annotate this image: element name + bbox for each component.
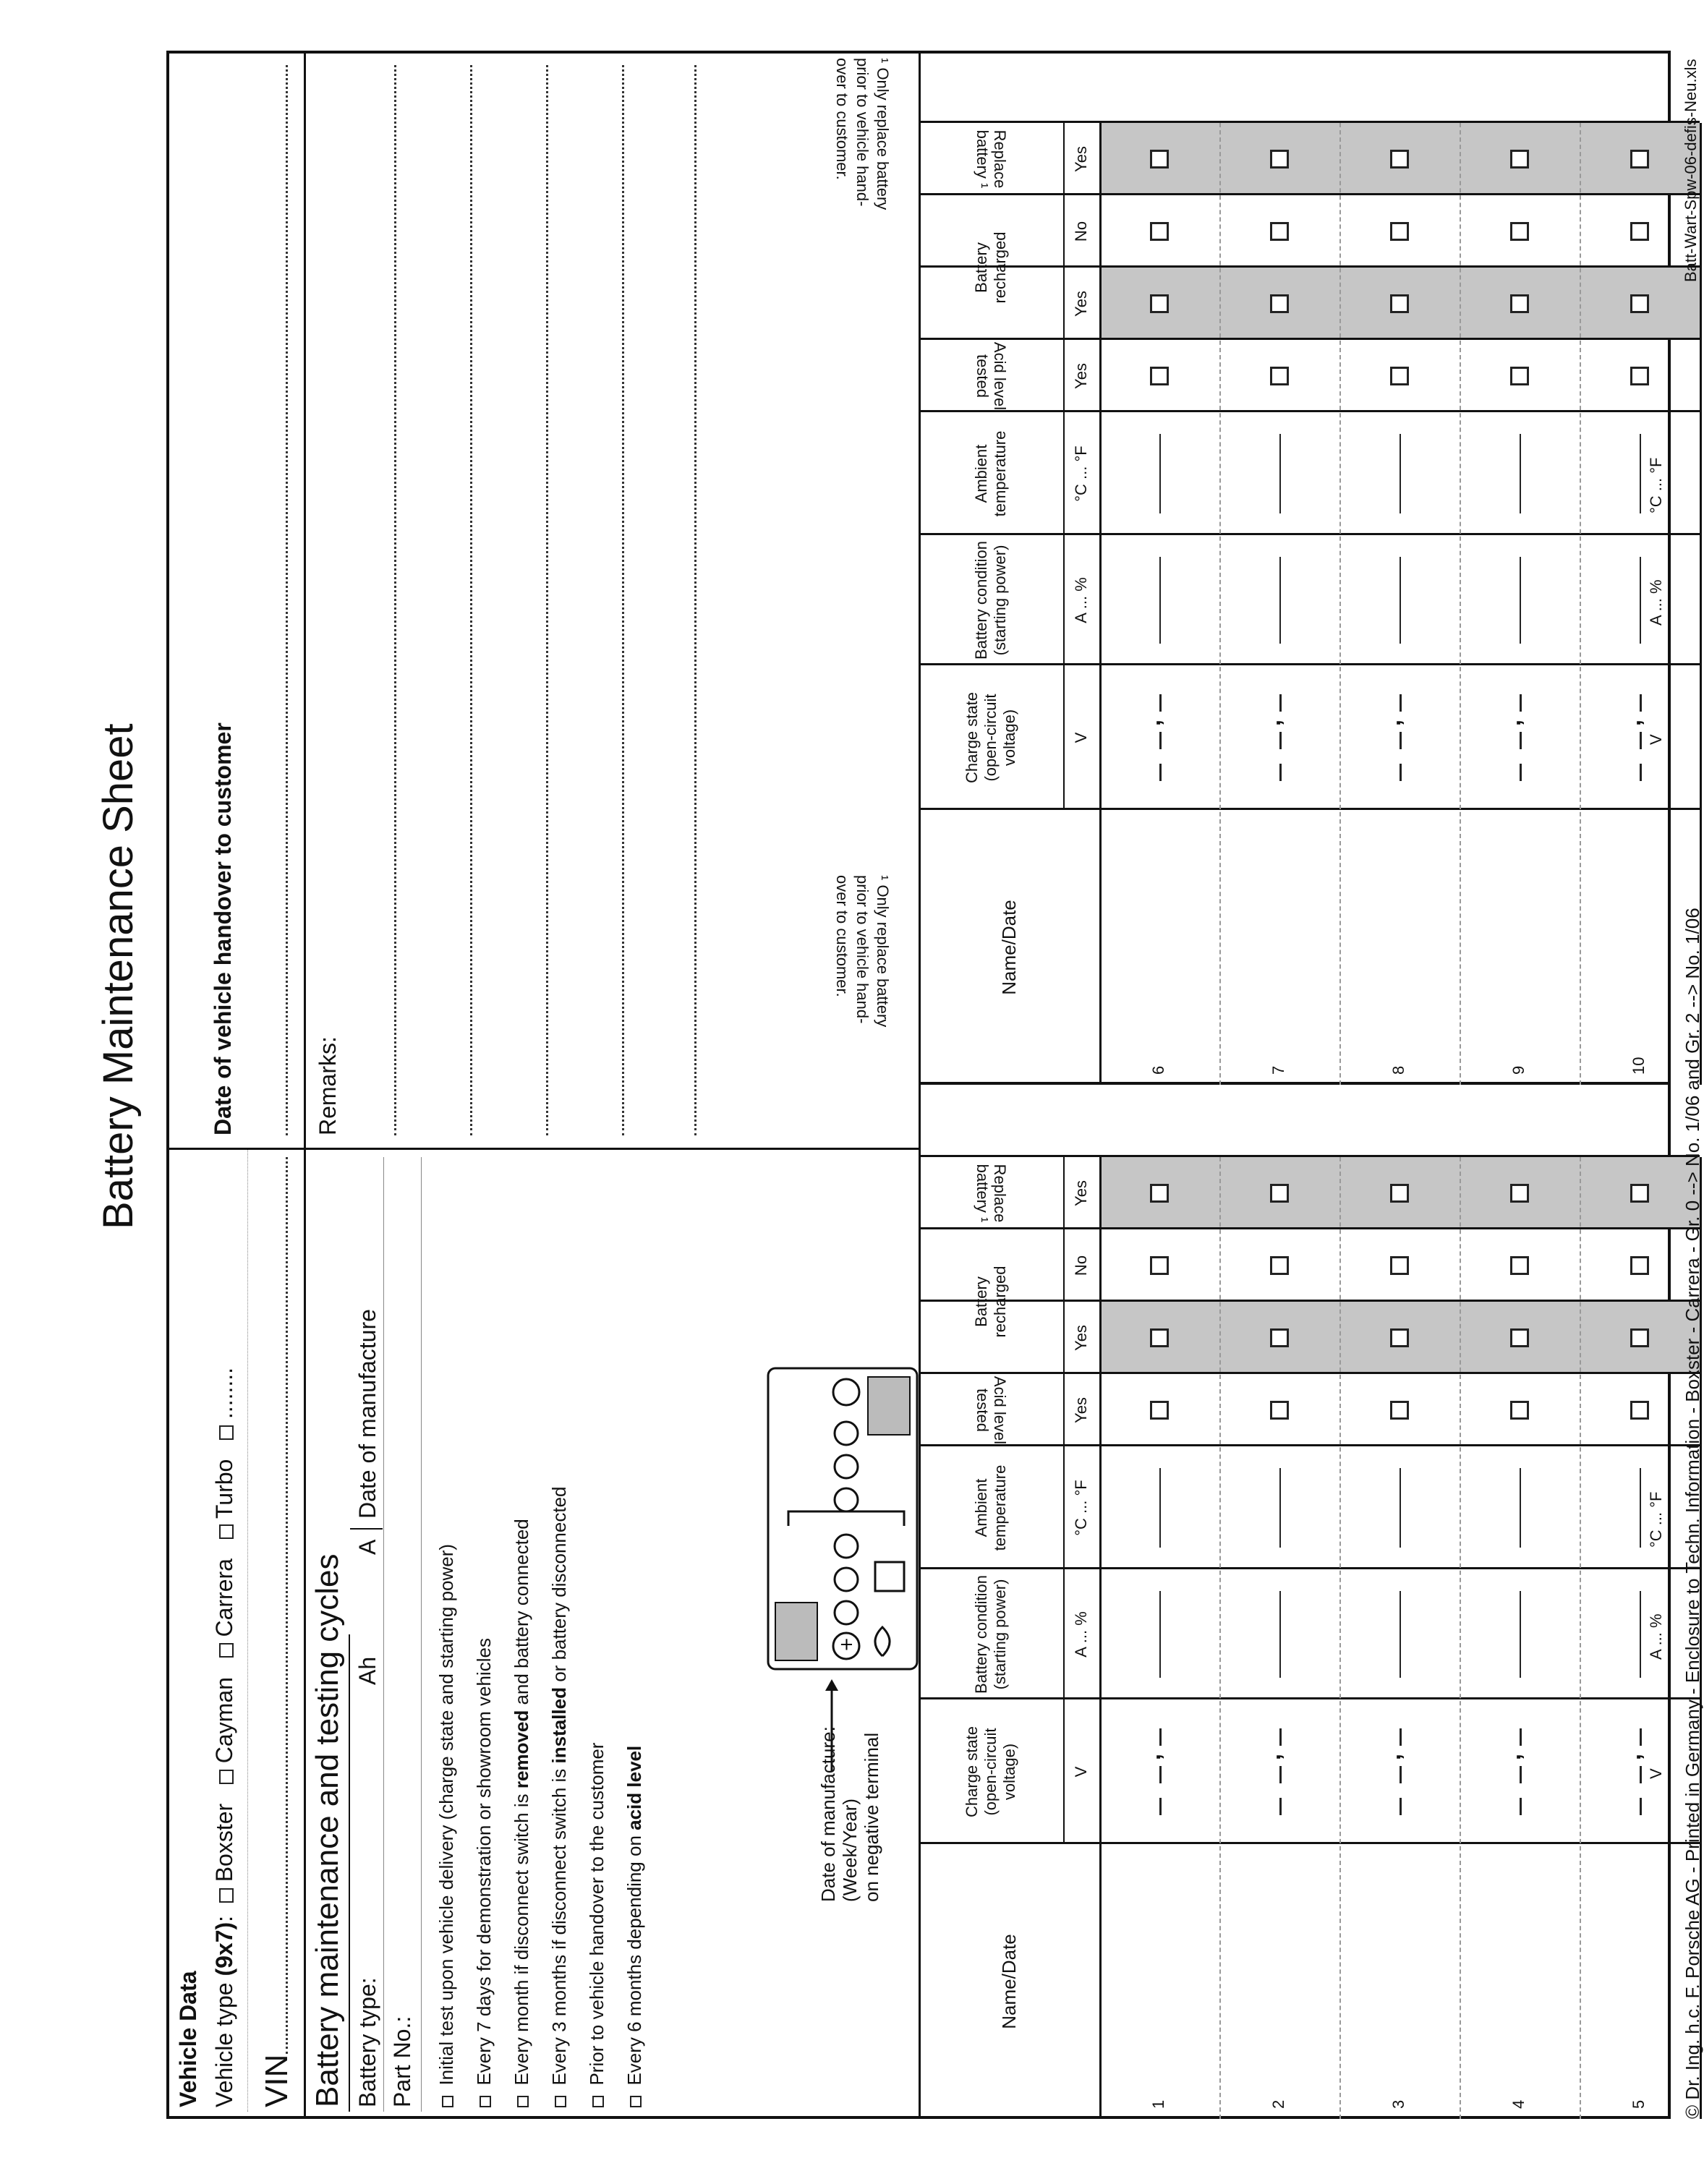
decimal-comma: , [1139,1754,1165,1760]
temperature-input[interactable] [1640,434,1641,513]
vehicle-type-code: (9x7) [211,1921,237,1976]
option-boxster: Boxster [211,1803,237,1882]
table-header-line: (starting power) [991,1579,1009,1690]
table-header-ambient_temperature [919,412,1063,535]
table-header-line: Replace [991,1164,1009,1223]
acid-level-checkbox[interactable] [1630,1401,1649,1420]
cycle-item-1 [435,1544,458,2107]
sample-percent-unit: A ... % [1647,1613,1665,1660]
name-date-input[interactable] [1594,824,1685,1049]
sample-temp-unit: °C ... °F [1647,1491,1665,1548]
part-no-bottom-line [421,1157,422,2112]
cycle-text: Every 7 days for demonstration or showroom vehicles [473,1638,495,2086]
recharged-no-checkbox[interactable] [1390,1256,1409,1275]
decimal-comma: , [1619,1754,1645,1760]
voltage-dash [1520,1728,1522,1746]
recharged-yes-checkbox[interactable] [1270,1328,1289,1347]
vin-label: VIN [259,2054,294,2107]
condition-input[interactable] [1520,557,1521,644]
cycle-item-3 [511,1519,533,2107]
replace-battery-checkbox[interactable] [1150,150,1169,169]
table-header-line: Ambient [972,444,990,503]
recharged-no-checkbox[interactable] [1510,1256,1529,1275]
voltage-dash [1400,1798,1402,1815]
table-header-replace-battery [919,1157,1063,1229]
voltage-dash [1520,764,1522,781]
table-header-line: Battery condition [972,541,990,660]
temperature-input[interactable] [1159,1468,1161,1548]
recharged-yes-checkbox[interactable] [1630,1328,1649,1347]
cycles-heading: Battery maintenance and testing cycles [310,1553,345,2107]
manufacture-note-line: (Week/Year) [839,1798,861,1902]
table-header-battery_condition [919,535,1063,665]
voltage-dash [1640,1798,1642,1815]
cycle-checkbox[interactable] [480,2096,491,2107]
sample-percent-unit: A ... % [1647,579,1665,626]
units-line [1099,123,1102,1085]
table-header-line: temperature [991,430,1009,517]
vehicle-type-separator [247,1150,248,2112]
name-date-input[interactable] [1114,824,1205,1049]
acid-level-checkbox[interactable] [1150,1401,1169,1420]
voltage-dash [1520,694,1522,712]
temperature-input[interactable] [1159,434,1161,513]
cycle-checkbox[interactable] [592,2096,604,2107]
decimal-comma: , [1619,720,1645,726]
table-row-divider [1219,123,1221,1085]
battery-diagram-icon [767,1367,919,1671]
condition-input[interactable] [1279,1591,1281,1678]
voltage-dash [1640,1766,1642,1783]
sample-voltage-unit: V [1647,734,1665,745]
vehicle-data-heading: Vehicle Data [175,1971,201,2107]
table-unit-label: Yes [1072,1325,1090,1351]
name-date-input[interactable] [1354,824,1445,1049]
table-header-replace-battery [919,123,1063,195]
decimal-comma: , [1259,1754,1285,1760]
cycle-text-bold: acid level [623,1745,645,1830]
table-header-line: Battery [972,242,990,293]
handover-heading: Date of vehicle handover to customer [210,722,236,1135]
part-no-line [383,1157,384,2112]
condition-input[interactable] [1279,557,1281,644]
voltage-dash [1159,732,1162,749]
voltage-dash [1159,764,1162,781]
ah-label: Ah [354,1656,380,1685]
cycle-text: Prior to vehicle handover to the customer [586,1742,608,2086]
cycle-text: Initial test upon vehicle delivery (charge state and starting power) [435,1543,457,2086]
svg-text:+: + [836,1637,856,1652]
decimal-comma: , [1139,720,1165,726]
footnote-line: ¹ Only replace battery [874,875,892,1028]
condition-input[interactable] [1400,557,1401,644]
table-header-battery-recharged [919,195,1063,340]
cycle-checkbox[interactable] [442,2096,453,2107]
table-unit-label: Yes [1072,1397,1090,1423]
cycle-item-6 [623,1746,646,2107]
row-number: 4 [1509,2099,1528,2109]
table-unit-label: Yes [1072,1180,1090,1206]
voltage-dash [1640,1728,1642,1746]
voltage-dash [1400,1766,1402,1783]
recharged-no-checkbox[interactable] [1390,222,1409,241]
replace-battery-checkbox[interactable] [1270,1184,1289,1203]
voltage-dash [1279,1766,1282,1783]
voltage-dash [1159,1798,1162,1815]
table-row-divider [1580,1157,1581,2119]
checkbox-cayman[interactable] [219,1770,234,1784]
footer-filename: Batt-Wart-Spw-06-defis-Neu.xls [1682,59,1700,282]
condition-input[interactable] [1640,557,1641,644]
table-header-line: recharged [991,231,1009,304]
table-unit-label: A ... % [1072,577,1090,623]
name-date-input[interactable] [1474,824,1565,1049]
recharged-no-checkbox[interactable] [1270,222,1289,241]
replace-battery-checkbox[interactable] [1630,1184,1649,1203]
table-row-divider [1219,1157,1221,2119]
table-header-line: tested [974,354,992,398]
recharged-yes-checkbox[interactable] [1510,1328,1529,1347]
acid-level-checkbox[interactable] [1270,1401,1289,1420]
voltage-dash [1640,764,1642,781]
table-header-battery-recharged [919,1229,1063,1374]
voltage-dash [1520,1766,1522,1783]
voltage-dash [1640,694,1642,712]
temperature-input[interactable] [1520,1468,1521,1548]
battery-type-label: Battery type: [354,1977,380,2107]
vehicle-type-colon: : [211,1915,237,1922]
vin-field[interactable] [286,1157,288,2054]
table-row-divider [1460,123,1461,1085]
recharged-no-checkbox[interactable] [1150,1256,1169,1275]
table-row-divider [1580,123,1581,1085]
table-header-line: Ambient [972,1478,990,1537]
table-header-acid-level [919,340,1063,412]
acid-level-checkbox[interactable] [1630,367,1649,385]
table-header-charge_state [919,1699,1063,1844]
recharged-no-checkbox[interactable] [1630,222,1649,241]
replace-battery-checkbox[interactable] [1510,150,1529,169]
checkbox-other[interactable] [219,1425,234,1440]
table-header-ambient_temperature [919,1446,1063,1569]
decimal-comma: , [1499,720,1525,726]
table-header-line: (open-circuit voltage) [981,1728,1018,1816]
replace-battery-checkbox[interactable] [1510,1184,1529,1203]
footnote-line: prior to vehicle hand- [853,58,872,207]
name-date-input[interactable] [1234,824,1325,1049]
table-header-line: battery ¹ [974,129,992,189]
table-header-line: temperature [991,1464,1009,1551]
remarks-line-1[interactable] [394,65,396,1135]
cycle-checkbox[interactable] [517,2096,529,2107]
voltage-dash [1400,694,1402,712]
arrow-icon [821,1678,843,1772]
option-other: ........ [211,1367,237,1420]
battery-maintenance-sheet [95,51,1703,2119]
voltage-dash [1159,694,1162,712]
row-number: 9 [1509,1065,1528,1075]
recharged-yes-checkbox[interactable] [1390,294,1409,313]
acid-level-checkbox[interactable] [1510,1401,1529,1420]
decimal-comma: , [1259,720,1285,726]
voltage-dash [1159,1728,1162,1746]
table-unit-label: V [1072,1766,1090,1778]
cycle-text: Every month if disconnect switch is [511,1788,532,2086]
table-header-line: battery ¹ [974,1164,992,1223]
temperature-input[interactable] [1400,434,1401,513]
table-unit-label: Yes [1072,146,1090,172]
table-unit-label: A ... % [1072,1611,1090,1658]
voltage-dash [1640,732,1642,749]
temperature-input[interactable] [1279,434,1281,513]
recharged-no-checkbox[interactable] [1270,1256,1289,1275]
recharged-no-checkbox[interactable] [1630,1256,1649,1275]
table-header-name-date: Name/Date [997,900,1020,995]
table-header-line: Acid level [991,341,1009,411]
temperature-input[interactable] [1520,434,1521,513]
voltage-dash [1279,694,1282,712]
cycle-checkbox[interactable] [555,2096,566,2107]
voltage-dash [1279,732,1282,749]
cycle-text-bold: removed [511,1710,532,1789]
footer-copyright: © Dr. Ing. h.c. F. Porsche AG - Printed in Germany - Enclosure to Techn. Information - Boxster - Carrera - Gr. 0 --> No. 1/06 and Gr. 2 --> No. 1/06 [1682,908,1703,2119]
temperature-input[interactable] [1640,1468,1641,1548]
row-number: 1 [1149,2099,1167,2109]
vin-line [304,51,306,2119]
cycle-item-4 [548,1487,571,2108]
vehicle-type-label: Vehicle type [211,1982,237,2107]
table-row-divider [1339,123,1341,1085]
table-header-acid-level [919,1374,1063,1446]
remarks-label: Remarks: [315,1036,341,1135]
condition-input[interactable] [1640,1591,1641,1678]
manufacture-note-line: on negative terminal [861,1732,882,1902]
footnote-line: ¹ Only replace battery [874,58,892,210]
name-date-input[interactable] [1114,1859,1205,2083]
voltage-dash [1400,732,1402,749]
table-header-line: recharged [991,1266,1009,1338]
option-turbo: Turbo [211,1459,237,1519]
table-unit-label: Yes [1072,291,1090,317]
voltage-dash [1400,1728,1402,1746]
a-divider [350,1528,383,1530]
handover-date-field[interactable] [286,65,288,1135]
manufacture-note-line: Date of manufacture: [817,1726,839,1902]
replace-battery-checkbox[interactable] [1150,1184,1169,1203]
decimal-comma: , [1379,1754,1405,1760]
temperature-input[interactable] [1400,1468,1401,1548]
cycle-checkbox[interactable] [630,2096,642,2107]
sample-voltage-unit: V [1647,1768,1665,1779]
cycle-text: or battery disconnected [548,1486,570,1687]
table-unit-label: °C ... °F [1072,445,1090,502]
table-header-line: tested [974,1389,992,1432]
replace-battery-checkbox[interactable] [1390,150,1409,169]
recharged-yes-checkbox[interactable] [1630,294,1649,313]
row-number: 10 [1630,1057,1648,1075]
decimal-comma: , [1379,720,1405,726]
acid-level-checkbox[interactable] [1390,367,1409,385]
table-unit-label: °C ... °F [1072,1480,1090,1536]
voltage-dash [1279,764,1282,781]
condition-input[interactable] [1159,1591,1161,1678]
condition-input[interactable] [1159,557,1161,644]
condition-input[interactable] [1520,1591,1521,1678]
table-header-line: (starting power) [991,545,1009,656]
table-header-line: Acid level [991,1375,1009,1445]
cycle-text-bold: installed [548,1687,570,1764]
cycles-heading-line [349,1634,350,2112]
row-number: 8 [1389,1065,1407,1075]
page-title: Battery Maintenance Sheet [95,723,142,1229]
table-unit-label: No [1072,221,1090,242]
replace-battery-checkbox[interactable] [1270,150,1289,169]
voltage-dash [1400,764,1402,781]
condition-input[interactable] [1400,1591,1401,1678]
vehicle-type-row [211,1368,238,2107]
table-row-divider [1460,1157,1461,2119]
option-cayman: Cayman [211,1677,237,1764]
option-carrera: Carrera [211,1558,237,1637]
voltage-dash [1520,1798,1522,1815]
voltage-dash [1520,732,1522,749]
remarks-line-3[interactable] [546,65,548,1135]
checkbox-turbo[interactable] [219,1524,234,1539]
remarks-line-5[interactable] [694,65,696,1135]
footnote-left [832,875,893,1150]
table-header-charge_state [919,665,1063,810]
table-header-line: Battery [972,1276,990,1327]
row-number: 5 [1630,2099,1648,2109]
cycle-text: Every 3 months if disconnect switch is [548,1763,570,2086]
cycle-text: and battery connected [511,1519,532,1710]
table-unit-label: V [1072,732,1090,743]
cycle-text: Every 6 months depending on [623,1830,645,2086]
voltage-dash [1279,1798,1282,1815]
row-number: 3 [1389,2099,1407,2109]
table-header-line: Battery condition [972,1575,990,1694]
remarks-line-2[interactable] [470,65,472,1135]
table-header-line: Replace [991,129,1009,189]
checkbox-carrera[interactable] [219,1643,234,1658]
name-date-input[interactable] [1354,1859,1445,2083]
acid-level-checkbox[interactable] [1510,367,1529,385]
recharged-no-checkbox[interactable] [1150,222,1169,241]
cycle-item-5 [586,1743,608,2107]
footnote-line: over to customer. [833,58,851,180]
name-date-input[interactable] [1594,1859,1685,2083]
temperature-input[interactable] [1279,1468,1281,1548]
date-of-manufacture-label: Date of manufacture [354,1309,380,1519]
recharged-yes-checkbox[interactable] [1270,294,1289,313]
recharged-yes-checkbox[interactable] [1150,1328,1169,1347]
recharged-yes-checkbox[interactable] [1150,294,1169,313]
table-unit-label: No [1072,1255,1090,1276]
top-divider [166,1148,919,1150]
table-header-line: Charge state [963,1726,981,1817]
acid-level-checkbox[interactable] [1150,367,1169,385]
units-line [1099,1157,1102,2119]
recharged-yes-checkbox[interactable] [1510,294,1529,313]
recharged-yes-checkbox[interactable] [1390,1328,1409,1347]
recharged-no-checkbox[interactable] [1510,222,1529,241]
name-date-input[interactable] [1474,1859,1565,2083]
table-header-line: Charge state [963,692,981,783]
footnote-line: over to customer. [833,875,851,997]
table-unit-label: Yes [1072,363,1090,389]
cycle-item-2 [473,1638,495,2107]
voltage-dash [1159,1766,1162,1783]
replace-battery-checkbox[interactable] [1390,1184,1409,1203]
row-number: 2 [1269,2099,1287,2109]
part-no-label: Part No.: [389,2015,415,2107]
sample-temp-unit: °C ... °F [1647,457,1665,513]
remarks-line-4[interactable] [622,65,624,1135]
a-label: A [354,1539,380,1555]
table-row-divider [1339,1157,1341,2119]
acid-level-checkbox[interactable] [1270,367,1289,385]
footnote-right [832,58,893,333]
checkbox-boxster[interactable] [219,1888,234,1903]
table-header-line: (open-circuit voltage) [981,694,1018,782]
table-header-battery_condition [919,1569,1063,1699]
footnote-line: prior to vehicle hand- [853,875,872,1024]
row-number: 6 [1149,1065,1167,1075]
acid-level-checkbox[interactable] [1390,1401,1409,1420]
name-date-input[interactable] [1234,1859,1325,2083]
voltage-dash [1279,1728,1282,1746]
replace-battery-checkbox[interactable] [1630,150,1649,169]
table-header-name-date: Name/Date [997,1934,1020,2029]
decimal-comma: , [1499,1754,1525,1760]
row-number: 7 [1269,1065,1287,1075]
